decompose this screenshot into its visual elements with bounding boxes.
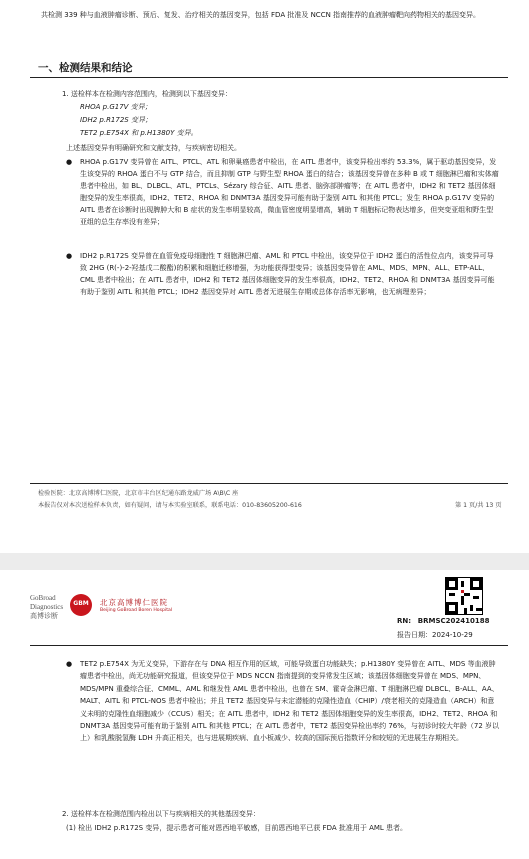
variant-tet2: TET2 p.E754X 和 p.H1380Y 变异。 [80,129,198,137]
gobroad-logo [30,594,63,621]
page-gap [0,553,529,570]
report-number: RN: BRMSC202410188 [397,617,490,625]
logo-line: 高博诊断 [30,612,58,620]
footer-disclaimer: 本报告仅对本次送检样本负责，如有疑问，请与本实验室联系，联系电话：010-83605200-616 [38,502,302,509]
header-divider [30,645,508,646]
logo-line: Diagnostics [30,603,64,611]
tet2-interpretation: TET2 p.E754X 为无义变异，下游存在与 DNA 相互作用的区域，可能导致蛋白功能缺失；p.H1380Y 变异曾在 AITL、MDS 等血液肿瘤患者中检出，尚无功能研究报道，但该变异位于 MDS NCCN 指南提到的变异常发生区域；该基因体细胞变异曾在 MDS、MPN、MDS/MPN 重叠综合征、CMML、AML 和继发性 AML 患者中检出，也曾在 SM、霍奇金淋巴瘤、T 细胞淋巴瘤 DLBCL、B-ALL、AA、MALT、AITL 和 PTCL-NOS 患者中检出；并且 TET2 基因变异与未定潜能的克隆性造血（CHIP）/衰老相关的克隆造血（ARCH）和意义未明的克隆性血细胞减少（CCUS）相关；在 AITL 患者中，IDH2 和 TET2 基因体细胞变异的发生率很高，IDH2、TET2、RHOA 和 DNMT3A 基因变异可能有助于鉴别 AITL 和其他 PTCL；在 AITL 患者中，TET2 基因变异检出率约 76%，与初诊时较大年龄（72 岁以上）和乳酸脱氢酶 LDH 升高正相关，也与进展期疾病、血小板减少、较高的国际预后指数评分和较短的无进展生存期相关。 [80,660,500,743]
footer-hospital-address: 检验医院：北京高博博仁医院，北京市丰台区纪通东路龙威广场 A\B\C 座 [38,490,239,497]
idh2-interpretation: IDH2 p.R172S 变异曾在血管免疫母细胞性 T 细胞淋巴瘤、AML 和 PTCL 中检出，该变异位于 IDH2 蛋白的活性位点内，该变异可导致 2HG (R(-)-2-羟基戊二酸酯)的积累和细胞迁移增强，为功能获得型变异；该基因变异曾在 AML、MDS、MPN、ALL、ETP-ALL、CML 患者中检出；在 AITL 患者中，IDH2 和 TET2 基因体细胞变异的发生率很高，IDH2、TET2、RHOA 和 DNMT3A 基因变异可能有助于鉴别 AITL 和其他 PTCL；IDH2 基因变异对 AITL 患者无进展生存期或总体存活率无影响，也无病理差异； [80,252,495,297]
result-item-2-sub: (1) 检出 IDH2 p.R172S 变异，提示患者可能对恩西地平敏感，目前恩西地平已获 FDA 批准用于 AML 患者。 [66,824,408,832]
result-item-2: 2. 送检样本在检测范围内检出以下与疾病相关的其他基因变异： [62,810,260,818]
intro-text: 共检测 339 种与血液肿瘤诊断、预后、复发、治疗相关的基因变异，包括 FDA 批准及 NCCN 指南推荐的血液肿瘤靶向药物相关的基因变异。 [41,11,481,19]
hospital-emblem-icon: GBM [70,594,92,616]
variant-idh2: IDH2 p.R172S 变异； [80,116,152,124]
hospital-name: 北京高博博仁医院 [100,598,168,607]
qr-code-icon [445,577,483,615]
report-date: 报告日期：2024-10-29 [397,631,473,639]
section-divider [30,77,508,78]
hospital-name-en: Beijing GoBroad Boren Hospital [100,608,173,613]
bullet-dot: ● [66,252,73,260]
variant-rhoa: RHOA p.G17V 变异； [80,103,152,111]
report-page-2 [0,570,529,859]
evidence-summary: 上述基因变异有明确研究和文献支持，与疾病密切相关。 [66,144,241,152]
result-item-1: 1. 送检样本在检测内容范围内，检测到以下基因变异： [62,90,232,98]
rhoa-interpretation: RHOA p.G17V 变异曾在 AITL、PTCL、ATL 和卵巢癌患者中检出，在 AITL 患者中，该变异检出率约 53.3%，属于驱动基因变异，发生该变异的 RHOA 蛋白不与 GTP 结合，而且抑制 GTP 与野生型 RHOA 蛋白的结合；该基因变异曾在多种 B 或 T 细胞淋巴瘤和实体瘤患者中检出，如 BL、DLBCL、ATL、PTCLs、Sézary 综合征、AITL 患者、脑弥部肿瘤等；在 AITL 患者中，IDH2 和 TET2 基因体细胞变异的发生率很高，IDH2、TET2、RHOA 和 DNMT3A 基因变异可能有助于鉴别 AITL 和其他 PTCL；发生 RHOA p.G17V 变异的 AITL 患者在诊断时出现脾肿大和 B 症状的发生率明显较高，微血管密度明显增高，辅助 T 细胞标记物表达增多，但突变亚组和野生型亚组的总生存率没有差异； [80,158,499,227]
bullet-dot: ● [66,660,73,668]
section-title: 一、检测结果和结论 [38,62,133,74]
page-number: 第 1 页/共 13 页 [455,502,502,509]
logo-line: GoBroad [30,594,56,602]
bullet-dot: ● [66,158,73,166]
footer-divider [30,483,508,484]
